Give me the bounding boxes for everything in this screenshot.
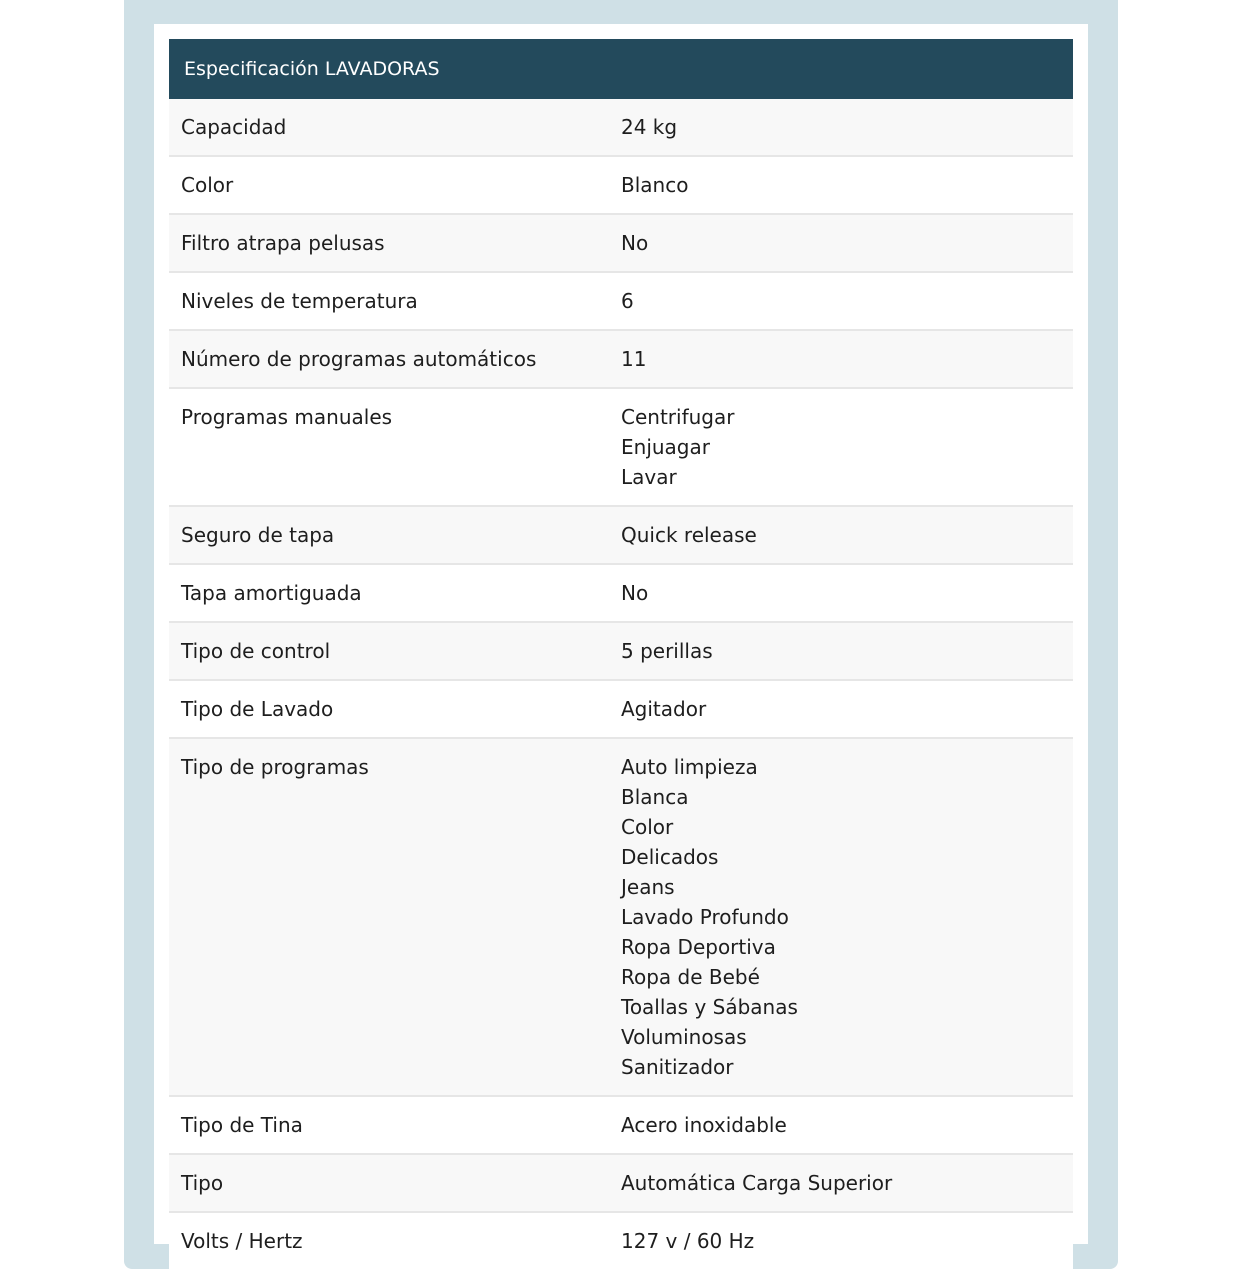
spec-label: Tipo de programas	[181, 755, 369, 779]
spec-value-item: 24 kg	[621, 115, 678, 139]
spec-value	[621, 520, 1073, 550]
spec-label: Número de programas automáticos	[181, 347, 537, 371]
spec-label: Tipo de control	[181, 639, 331, 663]
page-frame	[124, 0, 1118, 1269]
spec-row	[169, 681, 1073, 739]
spec-row	[169, 565, 1073, 623]
spec-value-item: No	[621, 581, 649, 605]
spec-row	[169, 739, 1073, 1097]
spec-value-item: Auto limpieza	[621, 755, 758, 779]
spec-row	[169, 215, 1073, 273]
spec-label: Programas manuales	[181, 405, 393, 429]
spec-value	[621, 636, 1073, 666]
spec-value	[621, 112, 1073, 142]
spec-value	[621, 228, 1073, 258]
spec-value-item: Acero inoxidable	[621, 1113, 787, 1137]
spec-value-item: Color	[621, 815, 674, 839]
spec-label: Niveles de temperatura	[181, 289, 418, 313]
spec-value	[621, 286, 1073, 316]
spec-label: Filtro atrapa pelusas	[181, 231, 385, 255]
spec-value-item: Enjuagar	[621, 435, 710, 459]
spec-value	[621, 752, 1073, 1082]
spec-row	[169, 1213, 1073, 1269]
spec-value	[621, 694, 1073, 724]
spec-label: Tipo	[181, 1171, 224, 1195]
spec-value	[621, 578, 1073, 608]
spec-value-item: Agitador	[621, 697, 707, 721]
spec-value-item: Blanco	[621, 173, 689, 197]
spec-row	[169, 273, 1073, 331]
spec-row	[169, 1097, 1073, 1155]
spec-row	[169, 389, 1073, 507]
spec-value-item: Delicados	[621, 845, 719, 869]
spec-table	[169, 39, 1073, 1269]
spec-value-item: Toallas y Sábanas	[621, 995, 798, 1019]
spec-label: Seguro de tapa	[181, 523, 335, 547]
spec-value-item: Lavar	[621, 465, 677, 489]
spec-row	[169, 1155, 1073, 1213]
spec-label: Color	[181, 173, 234, 197]
spec-value	[621, 170, 1073, 200]
spec-value-item: Sanitizador	[621, 1055, 734, 1079]
spec-panel	[154, 24, 1088, 1253]
spec-label: Capacidad	[181, 115, 287, 139]
spec-row	[169, 157, 1073, 215]
spec-value	[621, 402, 1073, 492]
spec-value	[621, 1168, 1073, 1198]
spec-value	[621, 1110, 1073, 1140]
spec-value-item: Ropa de Bebé	[621, 965, 760, 989]
spec-row	[169, 623, 1073, 681]
spec-label: Tipo de Tina	[181, 1113, 303, 1137]
spec-value-item: Lavado Profundo	[621, 905, 789, 929]
spec-value-item: No	[621, 231, 649, 255]
spec-value	[621, 344, 1073, 374]
spec-value-item: 6	[621, 289, 634, 313]
spec-value-item: Quick release	[621, 523, 757, 547]
spec-label: Tipo de Lavado	[181, 697, 334, 721]
spec-row	[169, 331, 1073, 389]
spec-row	[169, 507, 1073, 565]
spec-value	[621, 1226, 1073, 1256]
spec-value-item: Jeans	[621, 875, 675, 899]
spec-table-title: Especificación LAVADORAS	[169, 39, 1073, 99]
spec-value-item: 11	[621, 347, 647, 371]
spec-value-item: Centrifugar	[621, 405, 735, 429]
spec-value-item: Blanca	[621, 785, 689, 809]
spec-label: Volts / Hertz	[181, 1229, 303, 1253]
spec-value-item: Automática Carga Superior	[621, 1171, 893, 1195]
spec-value-item: 5 perillas	[621, 639, 713, 663]
spec-value-item: 127 v / 60 Hz	[621, 1229, 755, 1253]
spec-value-item: Voluminosas	[621, 1025, 747, 1049]
spec-value-item: Ropa Deportiva	[621, 935, 776, 959]
spec-row	[169, 99, 1073, 157]
spec-rows	[169, 99, 1073, 1269]
spec-label: Tapa amortiguada	[181, 581, 362, 605]
